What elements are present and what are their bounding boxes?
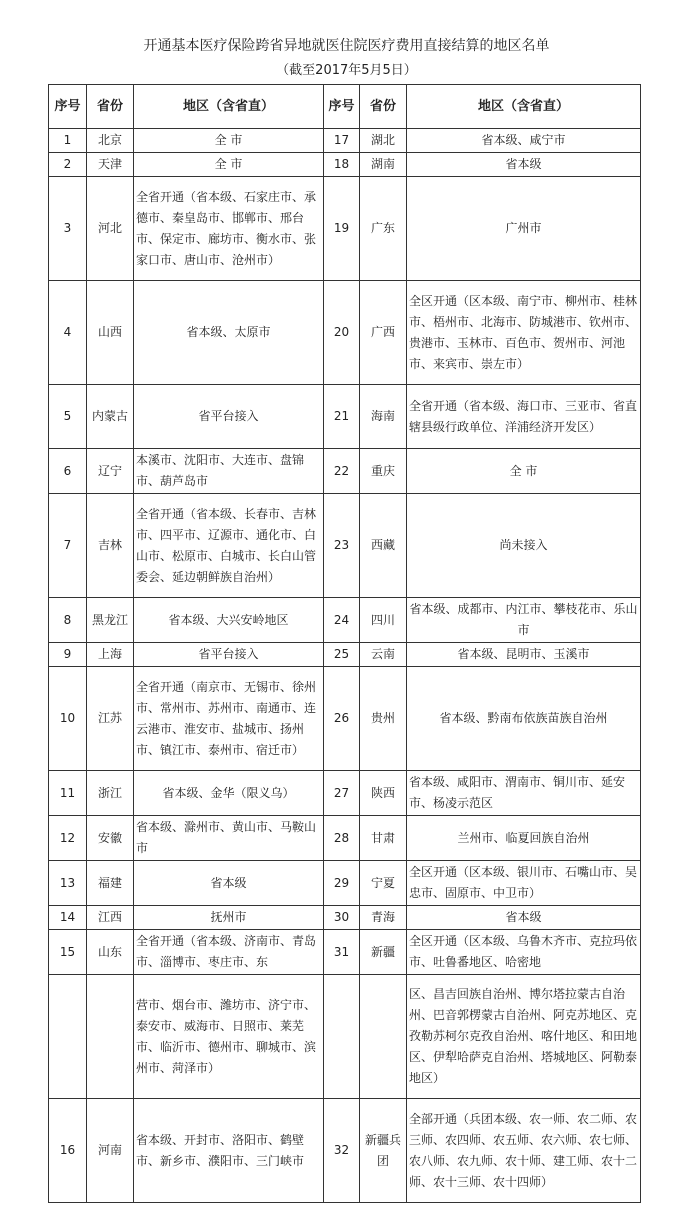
row-area-right: 省本级、咸宁市: [407, 129, 641, 153]
row-area: 全省开通（省本级、石家庄市、承德市、秦皇岛市、邯郸市、邢台市、保定市、廊坊市、衡水市、张家口市、唐山市、沧州市）: [134, 177, 324, 281]
table-row: [49, 930, 641, 975]
row-province: 江苏: [87, 667, 134, 771]
row-no: 12: [49, 816, 87, 861]
row-area: 全省开通（省本级、长春市、吉林市、四平市、辽源市、通化市、白山市、松原市、白城市、长白山管委会、延边朝鲜族自治州）: [134, 494, 324, 598]
region-table: [48, 84, 641, 1203]
row-province: 辽宁: [87, 449, 134, 494]
row-no-right: 27: [324, 771, 360, 816]
row-area-right: 省本级、昆明市、玉溪市: [407, 643, 641, 667]
row-area-right: 兰州市、临夏回族自治州: [407, 816, 641, 861]
row-area-right: 省本级、黔南布依族苗族自治州: [407, 667, 641, 771]
row-area: 本溪市、沈阳市、大连市、盘锦市、葫芦岛市: [134, 449, 324, 494]
row-province: 内蒙古: [87, 385, 134, 449]
row-province: 浙江: [87, 771, 134, 816]
row-no-right: 18: [324, 153, 360, 177]
row-province-right: 宁夏: [360, 861, 407, 906]
row-area: 省平台接入: [134, 385, 324, 449]
table-row: [49, 177, 641, 281]
row-province-right: 陕西: [360, 771, 407, 816]
table-row: [49, 906, 641, 930]
table-row-continuation: [49, 975, 641, 1099]
row-area: 全省开通（南京市、无锡市、徐州市、常州市、苏州市、南通市、连云港市、淮安市、盐城市、扬州市、镇江市、泰州市、宿迁市）: [134, 667, 324, 771]
row-area-right: 省本级: [407, 906, 641, 930]
row-area-right: 尚未接入: [407, 494, 641, 598]
row-province-right: 海南: [360, 385, 407, 449]
row-province: 黑龙江: [87, 598, 134, 643]
row-no: 15: [49, 930, 87, 975]
table-row: [49, 816, 641, 861]
table-row: [49, 771, 641, 816]
header-area-right: 地区（含省直）: [407, 85, 641, 129]
row-province-right: 贵州: [360, 667, 407, 771]
row-no: 4: [49, 281, 87, 385]
row-province-right-empty: [360, 975, 407, 1099]
row-area-right: 省本级、成都市、内江市、攀枝花市、乐山市: [407, 598, 641, 643]
table-row: [49, 129, 641, 153]
row-no: 11: [49, 771, 87, 816]
table-row: [49, 385, 641, 449]
document-title: 开通基本医疗保险跨省异地就医住院医疗费用直接结算的地区名单: [143, 38, 550, 54]
table-header-row: [49, 85, 641, 129]
row-province: 福建: [87, 861, 134, 906]
row-no: 14: [49, 906, 87, 930]
row-no-right: 28: [324, 816, 360, 861]
row-no: 6: [49, 449, 87, 494]
row-area: 省本级、太原市: [134, 281, 324, 385]
row-province: 天津: [87, 153, 134, 177]
row-province-right: 湖南: [360, 153, 407, 177]
row-area: 全 市: [134, 153, 324, 177]
row-province-right: 云南: [360, 643, 407, 667]
table-row: [49, 281, 641, 385]
row-area: 营市、烟台市、潍坊市、济宁市、泰安市、威海市、日照市、莱芜市、临沂市、德州市、聊城市、滨州市、菏泽市）: [134, 975, 324, 1099]
row-no: 1: [49, 129, 87, 153]
row-no-right: 21: [324, 385, 360, 449]
row-province: 山东: [87, 930, 134, 975]
row-province: 上海: [87, 643, 134, 667]
row-no-right: 24: [324, 598, 360, 643]
table-row: [49, 1099, 641, 1203]
row-province-right: 甘肃: [360, 816, 407, 861]
row-area-right: 区、昌吉回族自治州、博尔塔拉蒙古自治州、巴音郭楞蒙古自治州、阿克苏地区、克孜勒苏柯尔克孜自治州、喀什地区、和田地区、伊犁哈萨克自治州、塔城地区、阿勒泰地区）: [407, 975, 641, 1099]
table-row: [49, 494, 641, 598]
row-no-right-empty: [324, 975, 360, 1099]
row-no: 10: [49, 667, 87, 771]
row-area: 省本级: [134, 861, 324, 906]
row-area: 省本级、滁州市、黄山市、马鞍山市: [134, 816, 324, 861]
table-row: [49, 449, 641, 494]
row-no: 13: [49, 861, 87, 906]
header-province: 省份: [87, 85, 134, 129]
row-no-right: 29: [324, 861, 360, 906]
header-no: 序号: [49, 85, 87, 129]
row-province: 吉林: [87, 494, 134, 598]
row-no-right: 30: [324, 906, 360, 930]
row-area-right: 省本级、咸阳市、渭南市、铜川市、延安市、杨凌示范区: [407, 771, 641, 816]
row-province: 北京: [87, 129, 134, 153]
row-no-right: 20: [324, 281, 360, 385]
row-area: 省平台接入: [134, 643, 324, 667]
document-subtitle: （截至2017年5月5日）: [276, 63, 417, 78]
row-province: 江西: [87, 906, 134, 930]
row-area: 全 市: [134, 129, 324, 153]
row-no-right: 17: [324, 129, 360, 153]
row-no: 5: [49, 385, 87, 449]
row-no: 8: [49, 598, 87, 643]
row-province-right: 青海: [360, 906, 407, 930]
row-no: 16: [49, 1099, 87, 1203]
row-area-right: 全部开通（兵团本级、农一师、农二师、农三师、农四师、农五师、农六师、农七师、农八师、农九师、农十师、建工师、农十二师、农十三师、农十四师）: [407, 1099, 641, 1203]
row-area-right: 广州市: [407, 177, 641, 281]
row-no-right: 32: [324, 1099, 360, 1203]
row-province-empty: [87, 975, 134, 1099]
row-area: 省本级、大兴安岭地区: [134, 598, 324, 643]
row-province-right: 重庆: [360, 449, 407, 494]
row-no: 7: [49, 494, 87, 598]
row-no-right: 23: [324, 494, 360, 598]
row-area-right: 全区开通（区本级、南宁市、柳州市、桂林市、梧州市、北海市、防城港市、钦州市、贵港市、玉林市、百色市、贺州市、河池市、来宾市、崇左市）: [407, 281, 641, 385]
row-area-right: 全区开通（区本级、乌鲁木齐市、克拉玛依市、吐鲁番地区、哈密地: [407, 930, 641, 975]
header-no-right: 序号: [324, 85, 360, 129]
row-area: 省本级、开封市、洛阳市、鹤壁市、新乡市、濮阳市、三门峡市: [134, 1099, 324, 1203]
row-no: 3: [49, 177, 87, 281]
row-province-right: 西藏: [360, 494, 407, 598]
table-row: [49, 861, 641, 906]
row-area: 全省开通（省本级、济南市、青岛市、淄博市、枣庄市、东: [134, 930, 324, 975]
row-province: 河北: [87, 177, 134, 281]
row-area: 省本级、金华（限义乌）: [134, 771, 324, 816]
header-area: 地区（含省直）: [134, 85, 324, 129]
row-no: 9: [49, 643, 87, 667]
header-province-right: 省份: [360, 85, 407, 129]
row-province-right: 广西: [360, 281, 407, 385]
row-province-right: 湖北: [360, 129, 407, 153]
row-no-right: 26: [324, 667, 360, 771]
row-no-right: 25: [324, 643, 360, 667]
row-no-right: 22: [324, 449, 360, 494]
row-no-right: 31: [324, 930, 360, 975]
row-province-right: 新疆兵团: [360, 1099, 407, 1203]
row-no-right: 19: [324, 177, 360, 281]
row-province: 河南: [87, 1099, 134, 1203]
row-province: 安徽: [87, 816, 134, 861]
table-row: [49, 667, 641, 771]
row-area-right: 全 市: [407, 449, 641, 494]
row-province-right: 新疆: [360, 930, 407, 975]
row-area: 抚州市: [134, 906, 324, 930]
row-area-right: 全省开通（省本级、海口市、三亚市、省直辖县级行政单位、洋浦经济开发区）: [407, 385, 641, 449]
row-province-right: 四川: [360, 598, 407, 643]
row-no-empty: [49, 975, 87, 1099]
table-row: [49, 153, 641, 177]
table-row: [49, 643, 641, 667]
row-area-right: 省本级: [407, 153, 641, 177]
table-row: [49, 598, 641, 643]
row-area-right: 全区开通（区本级、银川市、石嘴山市、吴忠市、固原市、中卫市）: [407, 861, 641, 906]
row-no: 2: [49, 153, 87, 177]
row-province: 山西: [87, 281, 134, 385]
row-province-right: 广东: [360, 177, 407, 281]
